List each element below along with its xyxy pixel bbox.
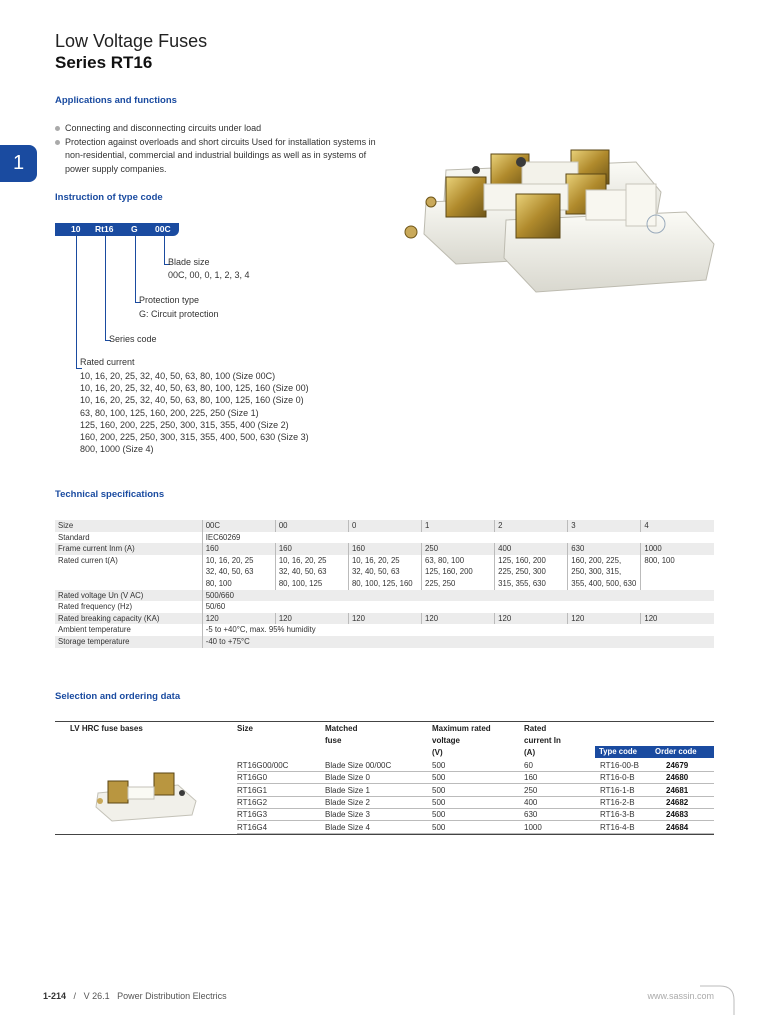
order-cell-fuse: Blade Size 3 <box>325 810 370 820</box>
order-cell-order: 24679 <box>666 761 689 770</box>
order-cell-voltage: 500 <box>432 773 446 783</box>
order-cell-fuse: Blade Size 00/00C <box>325 761 392 770</box>
order-cell-order: 24684 <box>666 822 689 832</box>
table-row <box>237 760 714 772</box>
spec-value: 3 <box>568 520 641 532</box>
spec-value: 0 <box>348 520 421 532</box>
footer <box>43 991 227 1001</box>
order-cell-current: 400 <box>524 797 538 807</box>
order-cell-voltage: 500 <box>432 797 446 807</box>
order-cell-size: RT16G3 <box>237 810 268 820</box>
order-cell-order: 24680 <box>666 773 689 783</box>
order-cell-current: 160 <box>524 773 538 783</box>
table-rule <box>55 834 714 835</box>
fuse-bases-photo <box>386 132 716 297</box>
page-subtitle: Series RT16 <box>55 53 153 72</box>
spec-label: Frame current Inm (A) <box>55 543 202 555</box>
table-row <box>55 601 714 613</box>
list-item: Protection against overloads and short circuits Used for installation systems in non-residential, commercial and industrial buildings as well as in systems of power supply companies. <box>55 136 385 177</box>
order-cell-size: RT16G0 <box>237 773 268 783</box>
spec-value: 10, 16, 20, 25 32, 40, 50, 63 80, 100, 125 <box>275 555 348 590</box>
tech-specs-table <box>55 520 714 648</box>
table-row <box>237 809 714 821</box>
rated-current-list <box>80 370 309 455</box>
col-header-base: LV HRC fuse bases <box>70 724 143 733</box>
protection-label: Protection type <box>139 295 200 305</box>
table-row <box>237 772 714 784</box>
spec-label: Rated frequency (Hz) <box>55 601 202 613</box>
spec-value: 63, 80, 100 125, 160, 200 225, 250 <box>422 555 495 590</box>
order-cell-order: 24682 <box>666 797 689 807</box>
spec-value: 160 <box>348 543 421 555</box>
table-row <box>55 636 714 648</box>
spec-value: 160 <box>202 543 275 555</box>
footer-url[interactable]: www.sassin.com <box>647 991 714 1001</box>
spec-label: Standard <box>55 532 202 544</box>
spec-value: 250 <box>422 543 495 555</box>
list-item: 125, 160, 200, 225, 250, 300, 315, 355, 400 (Size 2) <box>80 419 289 430</box>
order-cell-current: 1000 <box>524 822 542 832</box>
connector-line <box>135 236 136 302</box>
table-row <box>55 543 714 555</box>
table-row <box>55 532 714 544</box>
table-row <box>55 624 714 636</box>
spec-label: Size <box>55 520 202 532</box>
col-header-voltage-3: (V) <box>432 748 443 757</box>
order-cell-size: RT16G2 <box>237 797 268 807</box>
spec-value: 125, 160, 200 225, 250, 300 315, 355, 630 <box>495 555 568 590</box>
table-rule <box>55 721 714 722</box>
col-header-current: Rated <box>524 724 547 733</box>
list-item: 160, 200, 225, 250, 300, 315, 355, 400, 500, 630 (Size 3) <box>80 432 309 443</box>
order-cell-size: RT16G1 <box>237 785 268 795</box>
order-header-bar <box>595 746 714 758</box>
applications-list <box>55 122 385 176</box>
order-cell-fuse: Blade Size 0 <box>325 773 370 783</box>
list-item: 10, 16, 20, 25, 32, 40, 50, 63, 80, 100, 125, 160 (Size 0) <box>80 395 304 406</box>
footer-curve-decoration <box>700 985 740 1015</box>
order-cell-type: RT16-0-B <box>600 773 635 783</box>
spec-value: 120 <box>641 613 714 625</box>
spec-value: 00 <box>275 520 348 532</box>
spec-label: Rated breaking capacity (KA) <box>55 613 202 625</box>
order-cell-size: RT16G00/00C <box>237 761 289 770</box>
spec-value: 630 <box>568 543 641 555</box>
col-header-order-code: Order code <box>655 747 697 756</box>
order-cell-type: RT16-2-B <box>600 797 635 807</box>
order-cell-fuse: Blade Size 4 <box>325 822 370 832</box>
type-code-part-protection: G <box>131 224 138 234</box>
table-row <box>55 590 714 602</box>
col-header-current-2: current In <box>524 736 561 745</box>
order-cell-voltage: 500 <box>432 761 446 770</box>
spec-value: 00C <box>202 520 275 532</box>
spec-value: 4 <box>641 520 714 532</box>
spec-value: 800, 100 <box>641 555 714 590</box>
table-row <box>237 822 714 834</box>
order-cell-voltage: 500 <box>432 785 446 795</box>
col-header-current-3: (A) <box>524 748 536 757</box>
protection-value: G: Circuit protection <box>139 309 219 319</box>
list-item: 10, 16, 20, 25, 32, 40, 50, 63, 80, 100 (Size 00C) <box>80 371 276 381</box>
table-row <box>237 785 714 797</box>
spec-value: 120 <box>202 613 275 625</box>
col-header-matched-2: fuse <box>325 736 342 745</box>
table-row <box>55 613 714 625</box>
col-header-type-code: Type code <box>599 747 637 756</box>
series-label: Series code <box>109 334 157 344</box>
chapter-tab: 1 <box>0 145 37 182</box>
page-title: Low Voltage Fuses <box>55 31 208 51</box>
connector-line <box>76 236 77 368</box>
order-cell-order: 24681 <box>666 785 689 795</box>
order-cell-type: RT16-00-B <box>600 761 639 770</box>
rated-current-label: Rated current <box>80 357 135 367</box>
col-header-voltage: Maximum rated <box>432 724 491 733</box>
blade-size-values: 00C, 00, 0, 1, 2, 3, 4 <box>168 270 250 280</box>
col-header-voltage-2: voltage <box>432 736 461 745</box>
connector-line <box>105 236 106 340</box>
applications-heading: Applications and functions <box>55 95 177 106</box>
spec-value: 120 <box>275 613 348 625</box>
col-header-size: Size <box>237 724 254 733</box>
spec-value: 120 <box>348 613 421 625</box>
page-number: 1-214 <box>43 991 67 1001</box>
list-item: 10, 16, 20, 25, 32, 40, 50, 63, 80, 100, 125, 160 (Size 00) <box>80 383 309 394</box>
spec-value: IEC60269 <box>202 532 714 544</box>
spec-value: 1000 <box>641 543 714 555</box>
order-cell-type: RT16-4-B <box>600 822 635 832</box>
order-cell-current: 250 <box>524 785 538 795</box>
col-header-matched: Matched <box>325 724 358 733</box>
order-cell-voltage: 500 <box>432 810 446 820</box>
spec-value: 10, 16, 20, 25 32, 40, 50, 63 80, 100 <box>202 555 275 590</box>
order-cell-type: RT16-1-B <box>600 785 635 795</box>
spec-value: 1 <box>422 520 495 532</box>
order-cell-current: 60 <box>524 761 533 770</box>
table-row <box>55 520 714 532</box>
footer-version: V 26.1 <box>83 991 110 1001</box>
spec-value: 2 <box>495 520 568 532</box>
type-code-bar <box>55 223 179 236</box>
spec-value: 500/660 <box>202 590 714 602</box>
footer-section: Power Distribution Electrics <box>117 991 227 1001</box>
order-cell-current: 630 <box>524 810 538 820</box>
fuse-base-photo <box>90 765 200 823</box>
order-cell-order: 24683 <box>666 810 689 820</box>
spec-label: Rated curren t(A) <box>55 555 202 590</box>
spec-value: 50/60 <box>202 601 714 613</box>
spec-value: 120 <box>495 613 568 625</box>
footer-separator: / <box>73 991 77 1001</box>
order-cell-size: RT16G4 <box>237 822 268 832</box>
spec-value: 400 <box>495 543 568 555</box>
tech-specs-heading: Technical specifications <box>55 489 165 500</box>
order-cell-voltage: 500 <box>432 822 446 832</box>
spec-value: 160 <box>275 543 348 555</box>
type-code-heading: Instruction of type code <box>55 192 163 203</box>
order-cell-fuse: Blade Size 1 <box>325 785 370 795</box>
table-row <box>237 797 714 809</box>
spec-value: 160, 200, 225, 250, 300, 315, 355, 400, 500, 630 <box>568 555 641 590</box>
table-row <box>55 555 714 590</box>
spec-value: 120 <box>568 613 641 625</box>
spec-label: Rated voltage Un (V AC) <box>55 590 202 602</box>
type-code-part-blade: 00C <box>155 224 171 234</box>
blade-size-label: Blade size <box>168 257 210 267</box>
ordering-heading: Selection and ordering data <box>55 691 181 702</box>
list-item: 800, 1000 (Size 4) <box>80 444 154 455</box>
spec-value: 120 <box>422 613 495 625</box>
order-cell-fuse: Blade Size 2 <box>325 797 370 807</box>
spec-value: 10, 16, 20, 25 32, 40, 50, 63 80, 100, 125, 160 <box>348 555 421 590</box>
list-item: 63, 80, 100, 125, 160, 200, 225, 250 (Size 1) <box>80 407 259 418</box>
spec-value: -40 to +75°C <box>202 636 714 648</box>
spec-label: Ambient temperature <box>55 624 202 636</box>
type-code-part-current: 10 <box>71 224 81 234</box>
order-cell-type: RT16-3-B <box>600 810 635 820</box>
spec-label: Storage temperature <box>55 636 202 648</box>
connector-line <box>164 236 165 264</box>
spec-value: -5 to +40°C, max. 95% humidity <box>202 624 714 636</box>
type-code-part-series: Rt16 <box>95 224 114 234</box>
list-item: Connecting and disconnecting circuits under load <box>55 122 385 136</box>
